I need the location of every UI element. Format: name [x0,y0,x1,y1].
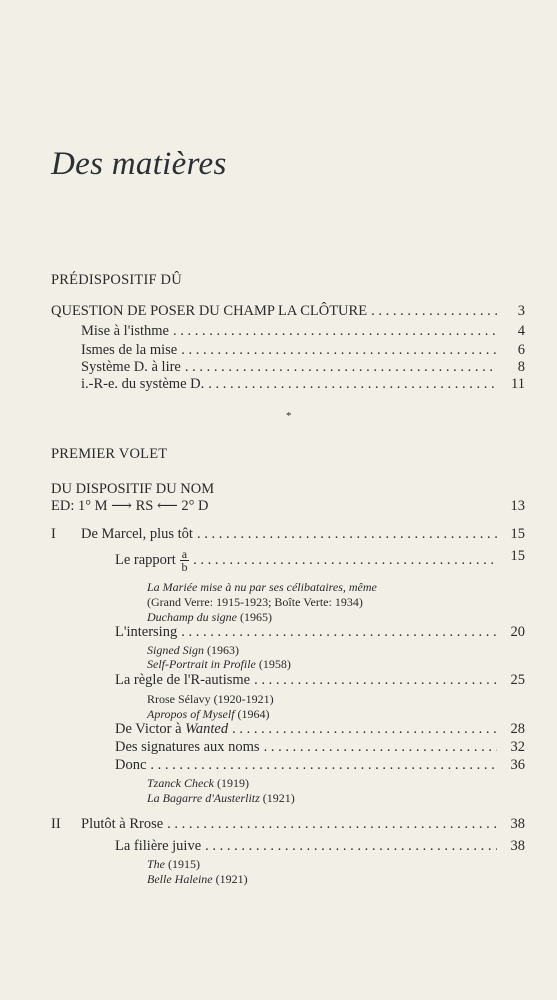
toc-page-number: 36 [510,757,525,773]
toc-entry-part-2: Plutôt à Rrose . . . [81,816,497,833]
toc-entry: i.-R-e. du système D. . . . [81,376,497,393]
toc-entry-filiere: La filière juive . . . [115,838,497,855]
toc-entry-signatures: Des signatures aux noms . . . [115,739,497,756]
toc-page-number: 32 [510,739,525,755]
toc-page-number: 13 [510,498,525,514]
subsection-heading: DU DISPOSITIF DU NOM [51,481,215,497]
toc-entry-intersing: L'intersing . . . [115,624,497,641]
part-numeral: II [51,816,61,832]
toc-entry: Système D. à lire . . . [81,359,497,376]
toc-entry-part-1: De Marcel, plus tôt . . . [81,526,497,543]
toc-entry-rapport: Le rapport $\frac{a}{b}$ . . . [115,548,497,573]
toc-page-number: 8 [517,359,525,375]
work-title-line: Self-Portrait in Profile (1958) [147,657,291,671]
work-title-line: Tzanck Check (1919) [147,776,249,790]
work-title-line: La Bagarre d'Austerlitz (1921) [147,791,295,805]
toc-entry-regle: La règle de l'R-autisme . . . [115,672,497,689]
toc-page-number: 6 [517,342,525,358]
part-numeral: I [51,526,56,542]
work-title-line: Apropos of Myself (1964) [147,707,270,721]
fraction: $\frac{a}{b}$ [181,547,188,574]
toc-entry: Mise à l'isthme . . . [81,323,497,340]
toc-page-number: 28 [510,721,525,737]
toc-entry-question [51,303,497,320]
toc-entry-label: QUESTION DE POSER DU CHAMP LA CLÔTURE [51,303,368,319]
work-title-line: Signed Sign (1963) [147,643,239,657]
toc-page-number: 15 [510,548,525,564]
toc-page-number: 38 [510,816,525,832]
toc-page-number: 15 [510,526,525,542]
toc-page-number: 3 [517,303,525,319]
toc-page-number: 38 [510,838,525,854]
work-title-line: Belle Haleine (1921) [147,872,248,886]
page-title: Des matières [51,146,227,182]
toc-entry: Ismes de la mise . . . [81,342,497,359]
work-title-line: Duchamp du signe (1965) [147,610,272,624]
toc-page-number: 25 [510,672,525,688]
toc-entry-donc: Donc . . . [115,757,497,774]
toc-page-number: 11 [511,376,525,392]
toc-page-number: 20 [510,624,525,640]
work-title-line: Rrose Sélavy (1920-1921) [147,692,274,706]
work-title: La Mariée mise à nu par ses célibataires, même [147,580,377,594]
work-note: (Grand Verre: 1915-1923; Boîte Verte: 1934) [147,595,363,609]
section-heading-predispositif: PRÉDISPOSITIF DÛ [51,272,182,288]
toc-entry-victor: De Victor à Wanted . . . [115,721,497,738]
separator-asterisk: * [286,410,292,422]
toc-page-number: 4 [517,323,525,339]
subsection-formula: ED: 1° M ⟶ RS ⟵ 2° D [51,498,209,514]
work-title-line: The (1915) [147,857,200,871]
section-heading-premier-volet: PREMIER VOLET [51,446,168,462]
